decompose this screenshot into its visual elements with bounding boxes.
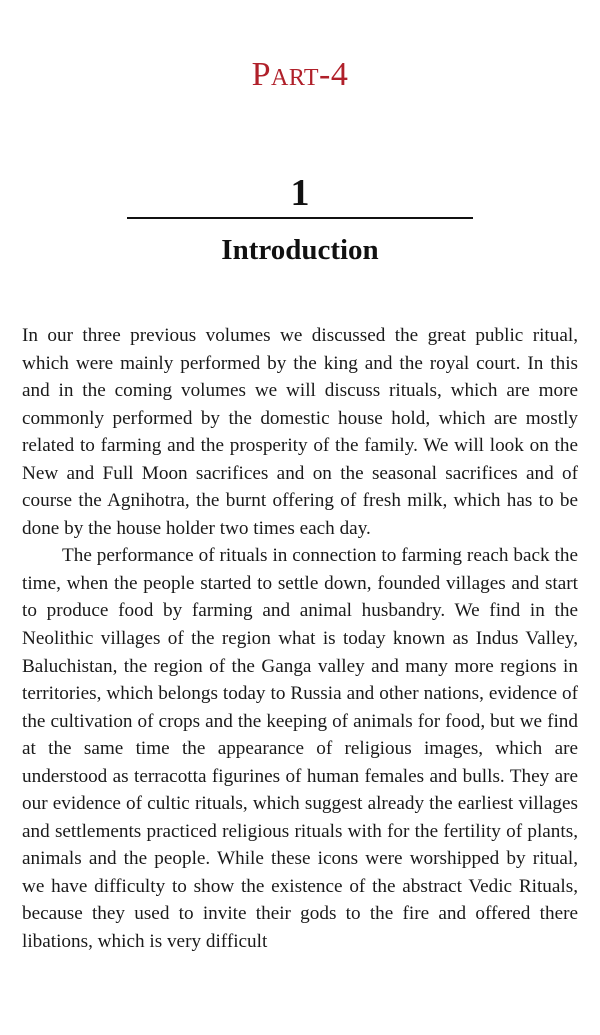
part-heading: Part-4 (251, 56, 349, 93)
paragraph-1: In our three previous volumes we discussed the great public ritual, which were mainly performed by the king and the royal court. In this and in the coming volumes we will discuss rituals, which are more commonly performed by the domestic house hold, which are mostly related to farming and the prosperity of the family. We will look on the New and Full Moon sacrifices and on the seasonal sacrifices and of course the Agnihotra, the burnt offering of fresh milk, which has to be done by the house holder two times each day. (22, 325, 578, 539)
chapter-number: 1 (290, 172, 310, 214)
chapter-title: Introduction (221, 234, 379, 266)
body-text (22, 322, 578, 956)
paragraph-2: The performance of rituals in connection to farming reach back the time, when the people started to settle down, founded villages and start to produce food by farming and animal husbandry. We find in the Neolithic villages of the region what is today known as Indus Valley, Baluchistan, the region of the Ganga valley and many more regions in territories, which belongs today to Russia and other nations, evidence of the cultivation of crops and the keeping of animals for food, but we find at the same time the appearance of religious images, which are understood as terracotta figurines of human females and bulls. They are our evidence of cultic rituals, which suggest already the earliest villages and settlements practiced religious rituals with for the fertility of plants, animals and the people. While these icons were worshipped by ritual, we have difficulty to show the existence of the abstract Vedic Rituals, because they used to invite their gods to the fire and offered there libations, which is very difficult (22, 545, 578, 953)
chapter-divider (127, 217, 473, 219)
